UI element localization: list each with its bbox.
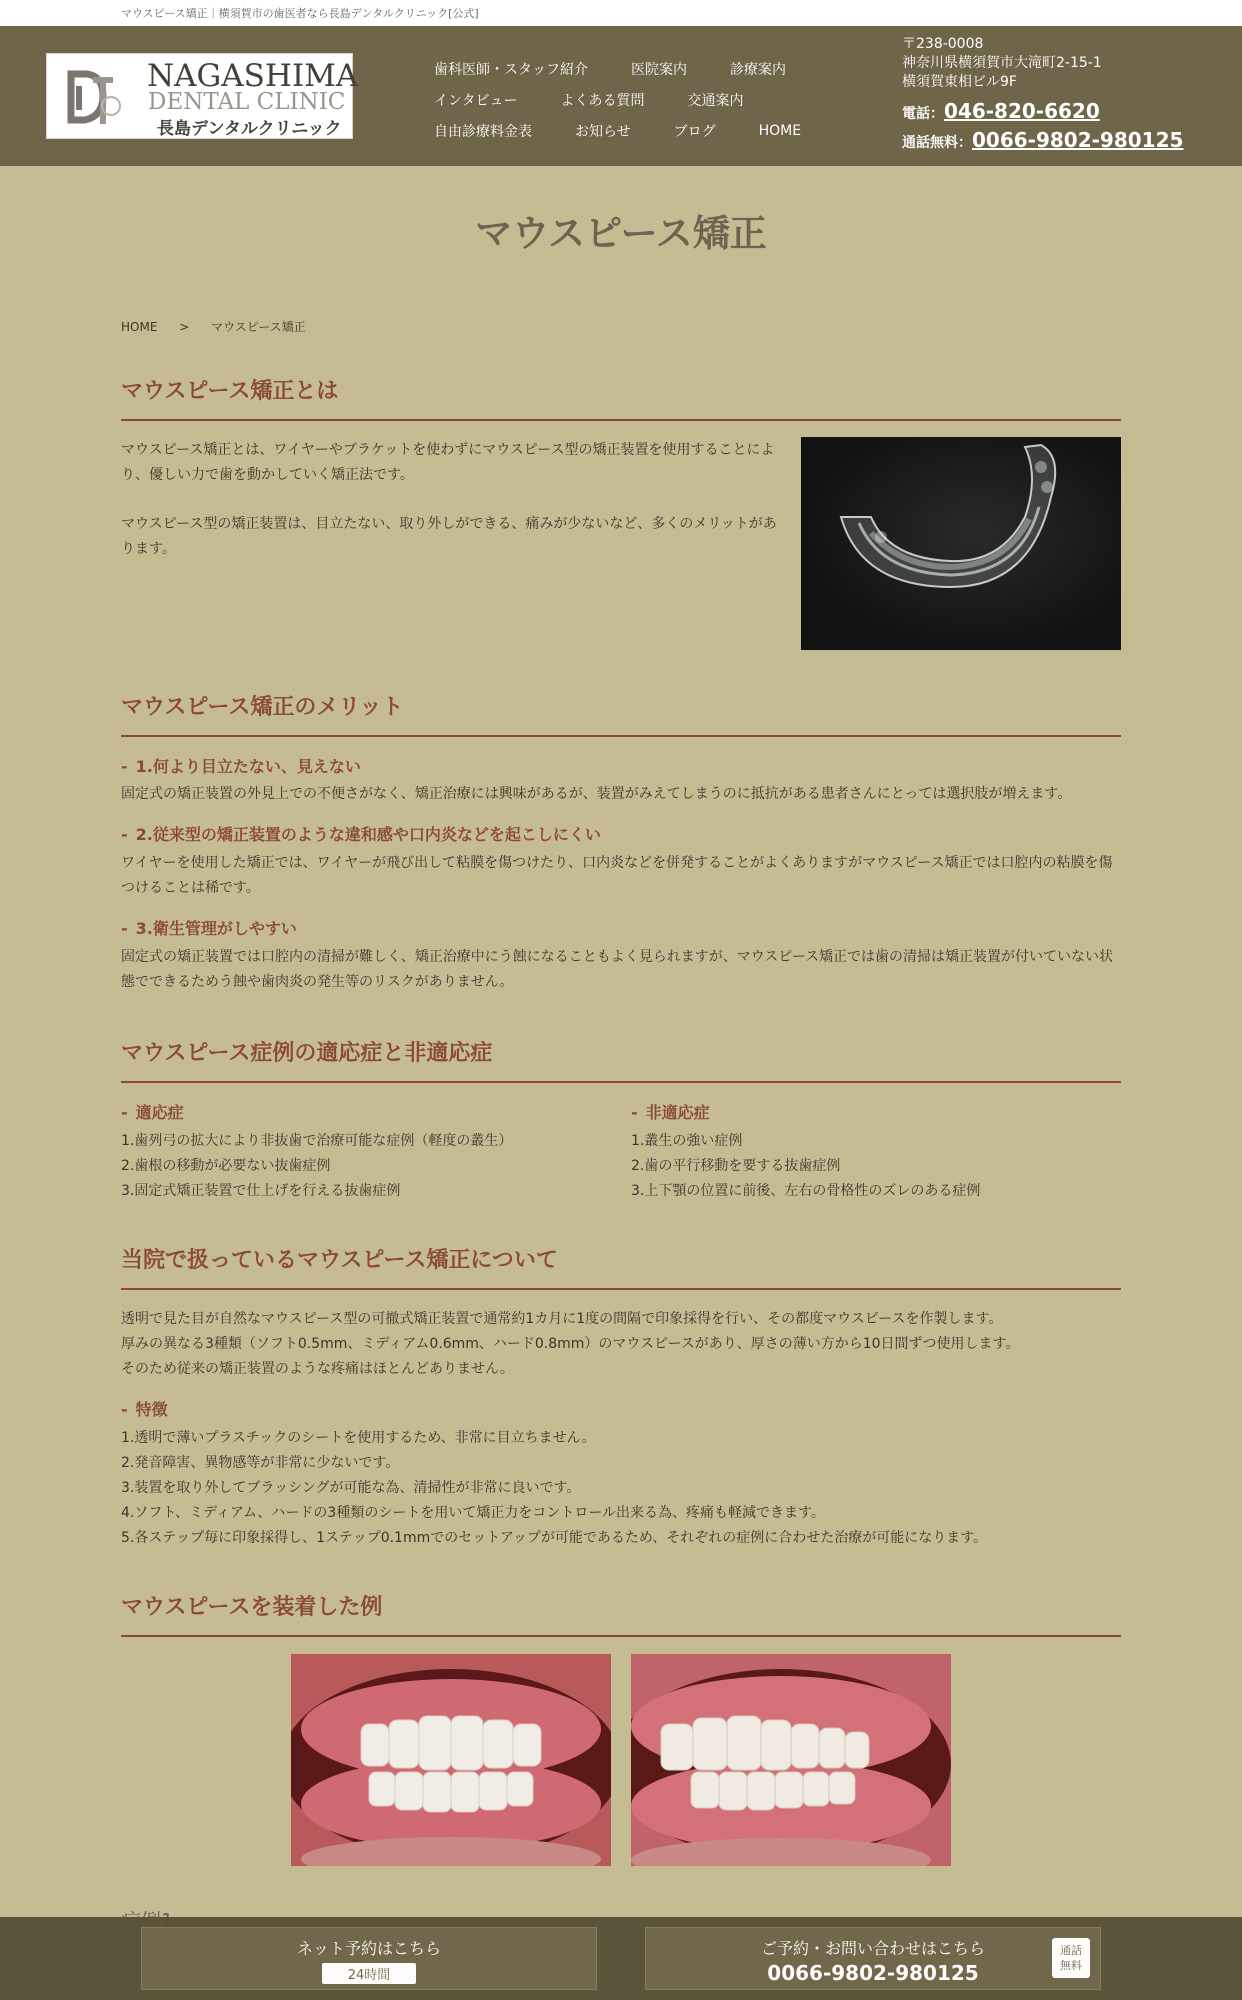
nav-item-news[interactable]: お知らせ bbox=[575, 123, 631, 140]
teeth-front-illustration bbox=[291, 1654, 611, 1866]
address-line-1: 神奈川県横須賀市大滝町2-15-1 bbox=[902, 55, 1102, 71]
breadcrumb-current: マウスピース矯正 bbox=[211, 320, 306, 334]
free-dial-link[interactable]: 0066-9802-980125 bbox=[972, 128, 1184, 152]
nav-row-2 bbox=[434, 84, 874, 115]
nav-row-3 bbox=[434, 115, 874, 146]
browser-title-bar: マウスピース矯正｜横須賀市の歯医者なら長島デンタルクリニック[公式] bbox=[0, 0, 1242, 26]
features-list bbox=[121, 1426, 1121, 1551]
section-heading-wearing-example: マウスピースを装着した例 bbox=[121, 1590, 1121, 1637]
indications-list bbox=[121, 1129, 621, 1204]
nav-item-interview[interactable]: インタビュー bbox=[434, 92, 518, 109]
contraindications-list bbox=[631, 1129, 1121, 1204]
phone-contact-button[interactable] bbox=[645, 1927, 1101, 1990]
free-call-badge bbox=[1052, 1938, 1090, 1978]
contraindication-item: 3.上下顎の位置に前後、左右の骨格性のズレのある症例 bbox=[631, 1183, 981, 1199]
phone-contact-number: 0066-9802-980125 bbox=[767, 1961, 979, 1985]
indication-item: 3.固定式矯正装置で仕上げを行える抜歯症例 bbox=[121, 1183, 401, 1199]
indications-title: - 適応症 bbox=[121, 1100, 184, 1123]
merit-1-text: 固定式の矯正装置の外見上での不便さがなく、矯正治療には興味があるが、装置がみえてしまうのに抵抗がある患者さんにとっては選択肢が増えます。 bbox=[121, 786, 1072, 802]
phone-row bbox=[902, 98, 1183, 127]
logo-mark-icon bbox=[57, 66, 123, 128]
phone-contact-label: ご予約・お問い合わせはこちら bbox=[760, 1939, 985, 1958]
section-heading-merits: マウスピース矯正のメリット bbox=[121, 690, 1121, 737]
logo-text-japanese: 長島デンタルクリニック bbox=[157, 119, 342, 139]
merit-2-title: - 2.従来型の矯正装置のような違和感や口内炎などを起こしにくい bbox=[121, 822, 601, 845]
phone-link[interactable]: 046-820-6620 bbox=[944, 99, 1100, 123]
feature-item: 1.透明で薄いプラスチックのシートを使用するため、非常に目立ちません。 bbox=[121, 1430, 596, 1446]
site-header bbox=[0, 26, 1242, 166]
free-call-badge-line-2: 無料 bbox=[1060, 1959, 1082, 1972]
section-heading-indications: マウスピース症例の適応症と非適応症 bbox=[121, 1036, 1121, 1083]
about-paragraph-1: マウスピース矯正とは、ワイヤーやブラケットを使わずにマウスピース型の矯正装置を使用することにより、優しい力で歯を動かしていく矯正法です。 bbox=[121, 442, 775, 483]
nav-row-1 bbox=[434, 53, 874, 84]
page-title: マウスピース矯正 bbox=[475, 212, 767, 255]
teeth-photo-side bbox=[631, 1654, 951, 1866]
global-nav bbox=[434, 53, 874, 146]
aligner-illustration bbox=[801, 437, 1121, 650]
contraindication-item: 2.歯の平行移動を要する抜歯症例 bbox=[631, 1158, 841, 1174]
description-line: 透明で見た目が自然なマウスピース型の可撤式矯正装置で通常約1カ月に1度の間隔で印象採得を行い、その都度マウスピースを作製します。 bbox=[121, 1311, 1003, 1327]
nav-item-staff[interactable]: 歯科医師・スタッフ紹介 bbox=[434, 61, 588, 78]
24h-badge: 24時間 bbox=[322, 1963, 417, 1984]
feature-item: 3.装置を取り外してブラッシングが可能な為、清掃性が非常に良いです。 bbox=[121, 1480, 581, 1496]
fixed-footer-bar bbox=[0, 1917, 1242, 2000]
indication-item: 2.歯根の移動が必要ない抜歯症例 bbox=[121, 1158, 331, 1174]
about-paragraph-2: マウスピース型の矯正装置は、目立たない、取り外しができる、痛みが少ないなど、多くのメリットがあります。 bbox=[121, 516, 777, 557]
nav-item-home[interactable]: HOME bbox=[758, 122, 802, 139]
free-call-badge-line-1: 通話 bbox=[1060, 1944, 1082, 1957]
contraindication-item: 1.叢生の強い症例 bbox=[631, 1133, 743, 1149]
feature-item: 5.各ステップ毎に印象採得し、1ステップ0.1mmでのセットアップが可能であるため、それぞれの症例に合わせた治療が可能になります。 bbox=[121, 1530, 988, 1546]
free-dial-row bbox=[902, 127, 1183, 156]
breadcrumb-separator: > bbox=[179, 320, 190, 334]
features-title: - 特徴 bbox=[121, 1397, 168, 1420]
merit-1-title: - 1.何より目立たない、見えない bbox=[121, 754, 361, 777]
breadcrumb bbox=[121, 318, 324, 335]
our-aligner-description bbox=[121, 1307, 1121, 1382]
nav-item-blog[interactable]: ブログ bbox=[673, 123, 716, 140]
section-heading-our-aligner: 当院で扱っているマウスピース矯正について bbox=[121, 1243, 1121, 1290]
nav-item-faq[interactable]: よくある質問 bbox=[560, 92, 645, 109]
nav-item-access[interactable]: 交通案内 bbox=[687, 92, 744, 109]
feature-item: 2.発音障害、異物感等が非常に少ないです。 bbox=[121, 1455, 400, 1471]
zip-code: 〒238-0008 bbox=[902, 36, 984, 52]
breadcrumb-home[interactable]: HOME bbox=[121, 320, 158, 334]
aligner-photo bbox=[801, 437, 1121, 650]
web-reservation-button[interactable] bbox=[141, 1927, 597, 1990]
feature-item: 4.ソフト、ミディアム、ハードの3種類のシートを用いて矯正力をコントロール出来る為、疼痛も軽減できます。 bbox=[121, 1505, 825, 1521]
nav-item-treatment[interactable]: 診療案内 bbox=[730, 61, 786, 78]
phone-label: 電話： bbox=[902, 106, 944, 122]
merit-3-text: 固定式の矯正装置では口腔内の清掃が難しく、矯正治療中にう蝕になることもよく見られますが、マウスピース矯正では歯の清掃は矯正装置が付いていない状態でできるためう蝕や歯肉炎の発生等のリスクがありません。 bbox=[121, 949, 1114, 990]
description-line: 厚みの異なる3種類（ソフト0.5mm、ミディアム0.6mm、ハード0.8mm）のマウスピースがあり、厚さの薄い方から10日間ずつ使用します。 bbox=[121, 1336, 1020, 1352]
teeth-side-illustration bbox=[631, 1654, 951, 1866]
indication-item: 1.歯列弓の拡大により非抜歯で治療可能な症例（軽度の叢生） bbox=[121, 1133, 513, 1149]
logo-text-dental-clinic: DENTAL CLINIC bbox=[148, 89, 346, 115]
address-line-2: 横須賀東相ビル9F bbox=[902, 74, 1017, 90]
contraindications-title: - 非適応症 bbox=[631, 1100, 710, 1123]
nav-item-fees[interactable]: 自由診療料金表 bbox=[434, 123, 532, 140]
web-reservation-label: ネット予約はこちら bbox=[296, 1939, 441, 1958]
clinic-logo[interactable] bbox=[46, 53, 359, 139]
free-dial-label: 通話無料： bbox=[902, 135, 972, 151]
merit-2-text: ワイヤーを使用した矯正では、ワイヤーが飛び出して粘膜を傷つけたり、口内炎などを併発することがよくありますがマウスピース矯正では口腔内の粘膜を傷つけることは稀です。 bbox=[121, 855, 1113, 896]
teeth-photo-front bbox=[291, 1654, 611, 1866]
description-line: そのため従来の矯正装置のような疼痛はほとんどありません。 bbox=[121, 1361, 514, 1377]
logo-text-nagashima: NAGASHIMA bbox=[147, 58, 359, 94]
header-contact bbox=[902, 35, 1183, 156]
nav-item-clinic-info[interactable]: 医院案内 bbox=[631, 61, 687, 78]
merit-3-title: - 3.衛生管理がしやすい bbox=[121, 916, 297, 939]
section-heading-about: マウスピース矯正とは bbox=[121, 374, 1121, 421]
